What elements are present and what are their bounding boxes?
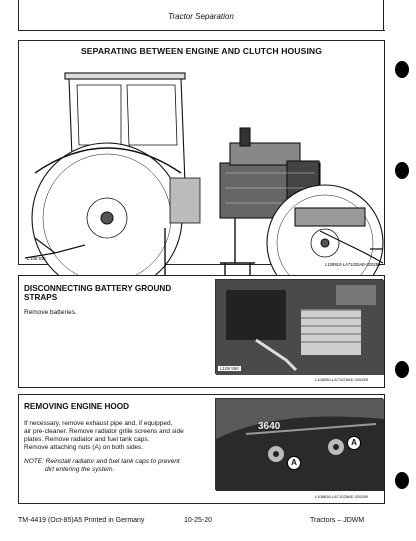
figure-code: L108550-LA71025AE-020285 — [315, 377, 368, 382]
section-title: SEPARATING BETWEEN ENGINE AND CLUTCH HOUSING — [80, 46, 323, 56]
header-rule — [18, 30, 385, 31]
section-title-line1: DISCONNECTING BATTERY GROUND — [24, 284, 172, 293]
section-body: Remove batteries. — [24, 309, 77, 316]
photo-label: L108 550 — [220, 366, 239, 371]
callout-a-right: A — [347, 436, 361, 450]
section-engine-hood — [18, 394, 385, 504]
section-engine-separation — [18, 40, 385, 265]
battery-strap-image — [216, 280, 384, 375]
binder-hole-2 — [395, 162, 409, 179]
figure-label: L 108 910 — [27, 256, 46, 261]
header-title: Tractor Separation — [168, 12, 234, 21]
note-line-2: dirt entering the system. — [45, 466, 115, 473]
tractor-separation-illustration — [25, 63, 381, 267]
figure-code: L108910-LA71025AE-020285 — [325, 262, 381, 267]
binder-hole-1 — [395, 61, 409, 78]
footer-page-number: 10-25-20 — [184, 517, 213, 524]
body-line-2: air pre-cleaner. Remove radiator grille screens and side — [24, 428, 184, 435]
section-title-line2: STRAPS — [24, 293, 58, 302]
body-line-3: plates. Remove radiator and fuel tank caps. — [24, 436, 150, 443]
figure-code: L108818-LA71025AE-020285 — [315, 494, 368, 499]
body-line-4: Remove attaching nuts (A) on both sides. — [24, 444, 144, 451]
footer-right: Tractors – JDWM — [310, 517, 365, 524]
binder-hole-4 — [395, 472, 409, 489]
section-title: REMOVING ENGINE HOOD — [24, 402, 130, 411]
engine-hood-photo — [215, 398, 383, 490]
battery-strap-photo — [215, 279, 383, 374]
page-header — [18, 0, 384, 30]
body-line-1: If necessary, remove exhaust pipe and, if equipped, — [24, 420, 173, 427]
section-battery-straps — [18, 275, 385, 388]
footer-left: TM-4419 (Oct-85)A5 Printed in Germany — [18, 517, 145, 524]
hood-model-number: 3640 — [258, 421, 281, 432]
callout-a-left: A — [287, 456, 301, 470]
note-line-1: NOTE: Reinstall radiator and fuel tank caps to prevent — [24, 458, 180, 465]
binder-hole-3 — [395, 361, 409, 378]
